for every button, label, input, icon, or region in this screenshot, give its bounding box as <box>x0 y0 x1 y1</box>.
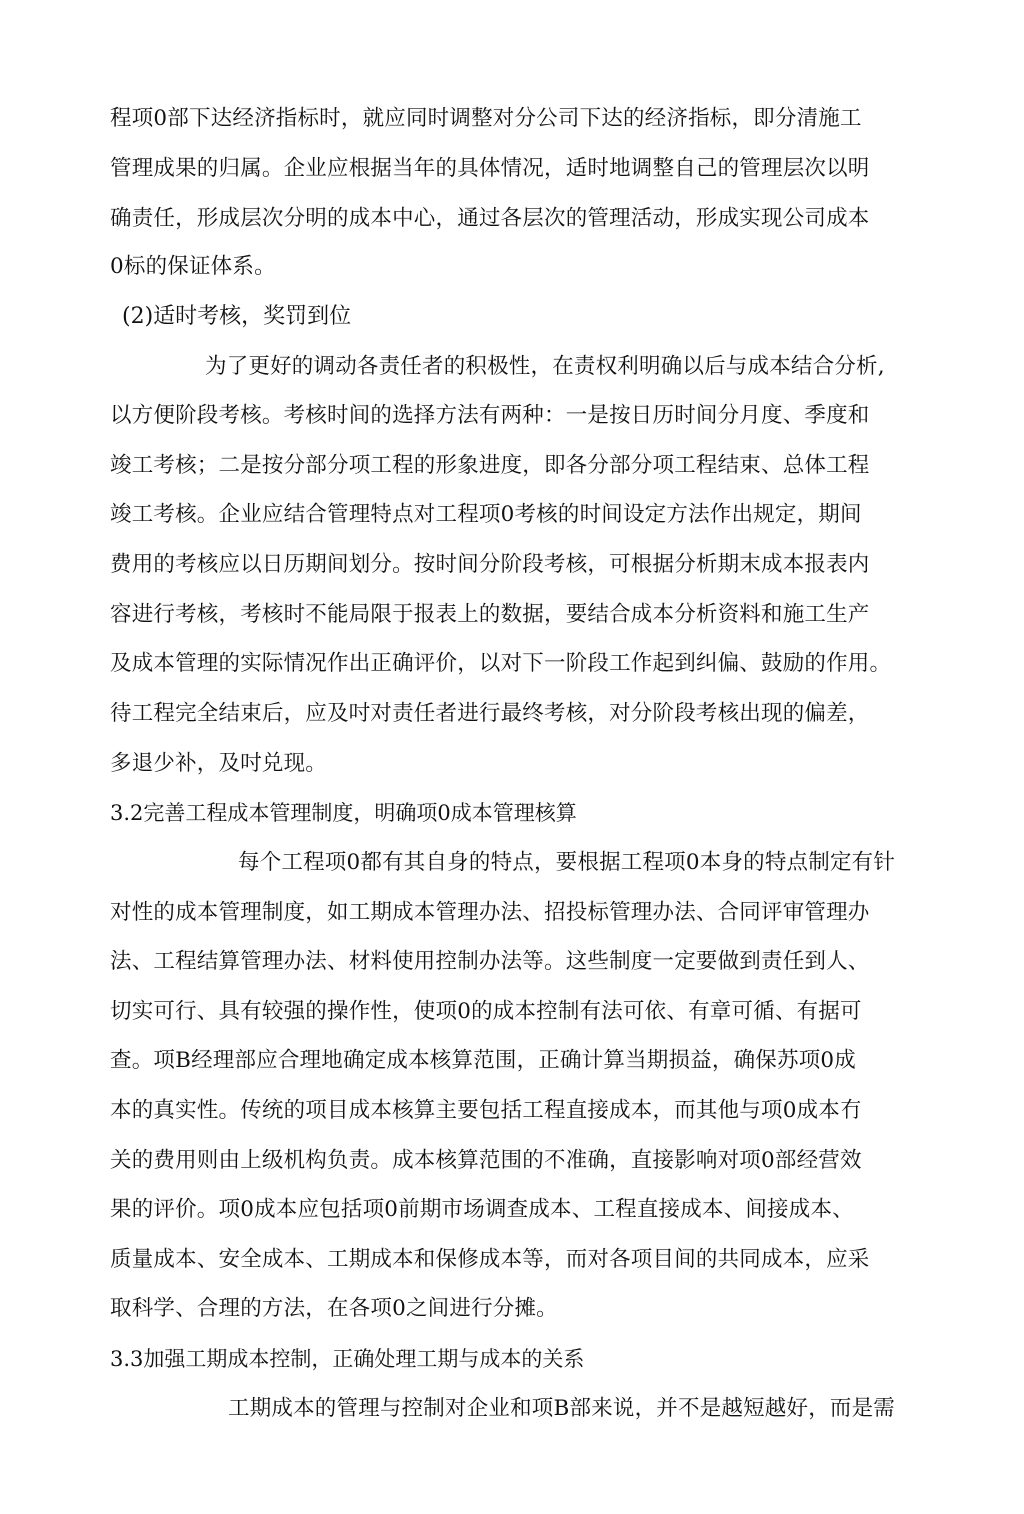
paragraph-3-line-8: 果的评价。项0成本应包括项0前期市场调查成本、工程直接成本、间接成本、 <box>110 1197 854 1222</box>
paragraph-2-line-2: 以方便阶段考核。考核时间的选择方法有两种：一是按日历时间分月度、季度和 <box>110 403 870 428</box>
paragraph-3-line-9: 质量成本、安全成本、工期成本和保修成本等，而对各项目间的共同成本，应采 <box>110 1247 870 1272</box>
paragraph-3-line-6: 本的真实性。传统的项目成本核算主要包括工程直接成本，而其他与项0成本冇 <box>110 1098 862 1123</box>
paragraph-1-line-2: 管理成果的归属。企业应根据当年的具体情况，适时地调整自己的管理层次以明 <box>110 156 870 181</box>
paragraph-2-line-3: 竣工考核；二是按分部分项工程的形象进度，即各分部分项工程结束、总体工程 <box>110 453 870 478</box>
paragraph-2-line-1: 为了更好的调动各责任者的积极性，在责权利明确以后与成本结合分析, <box>205 354 885 379</box>
paragraph-2-line-7: 及成本管理的实际情况作出正确评价，以对下一阶段工作起到纠偏、鼓励的作用。 <box>110 651 892 676</box>
paragraph-3-line-4: 切实可行、具有较强的操作性，使项0的成本控制有法可依、有章可循、有据可 <box>110 999 862 1024</box>
paragraph-3-line-7: 关的费用则由上级机构负责。成本核算范围的不准确，直接影响对项0部经营效 <box>110 1148 862 1173</box>
section-heading-3-2: 3.2完善工程成本管理制度，明确项0成本管理核算 <box>110 801 577 825</box>
section-heading-3-3: 3.3加强工期成本控制，正确处理工期与成本的关系 <box>110 1347 585 1371</box>
subheading-assessment: (2)适时考核，奖罚到位 <box>122 304 352 329</box>
paragraph-2-line-5: 费用的考核应以日历期间划分。按时间分阶段考核，可根据分析期末成本报表内 <box>110 552 870 577</box>
paragraph-1-line-1: 程项0部下达经济指标时，就应同时调整对分公司下达的经济指标，即分清施工 <box>110 106 862 131</box>
paragraph-4-line-1: 工期成本的管理与控制对企业和项B部来说，并不是越短越好，而是需 <box>228 1396 896 1421</box>
paragraph-3-line-3: 法、工程结算管理办法、材料使用控制办法等。这些制度一定要做到责任到人、 <box>110 949 870 974</box>
paragraph-2-line-8: 待工程完全结束后，应及吋对责任者进行最终考核，对分阶段考核出现的偏差， <box>110 701 870 726</box>
paragraph-3-line-10: 取科学、合理的方法，在各项0之间进行分摊。 <box>110 1296 558 1321</box>
paragraph-3-line-1: 每个工程项0都有其自身的特点，要根据工程项0本身的特点制定有针 <box>238 850 896 875</box>
paragraph-3-line-2: 对性的成本管理制度，如工期成本管理办法、招投标管理办法、合同评审管理办 <box>110 900 870 925</box>
paragraph-1-line-4: 0标的保证体系。 <box>110 254 276 279</box>
paragraph-2-line-9: 多退少补，及吋兑现。 <box>110 751 328 776</box>
paragraph-1-line-3: 确责任，形成层次分明的成本中心，通过各层次的管理活动，形成实现公司成本 <box>110 206 870 231</box>
paragraph-2-line-6: 容进行考核，考核时不能局限于报表上的数据，要结合成本分析资料和施工生产 <box>110 602 870 627</box>
paragraph-3-line-5: 查。项B经理部应合理地确定成本核算范围，正确计算当期损益，确保苏项0成 <box>110 1048 856 1073</box>
paragraph-2-line-4: 竣工考核。企业应结合管理特点对工程项0考核的时间设定方法作出规定，期间 <box>110 502 862 527</box>
